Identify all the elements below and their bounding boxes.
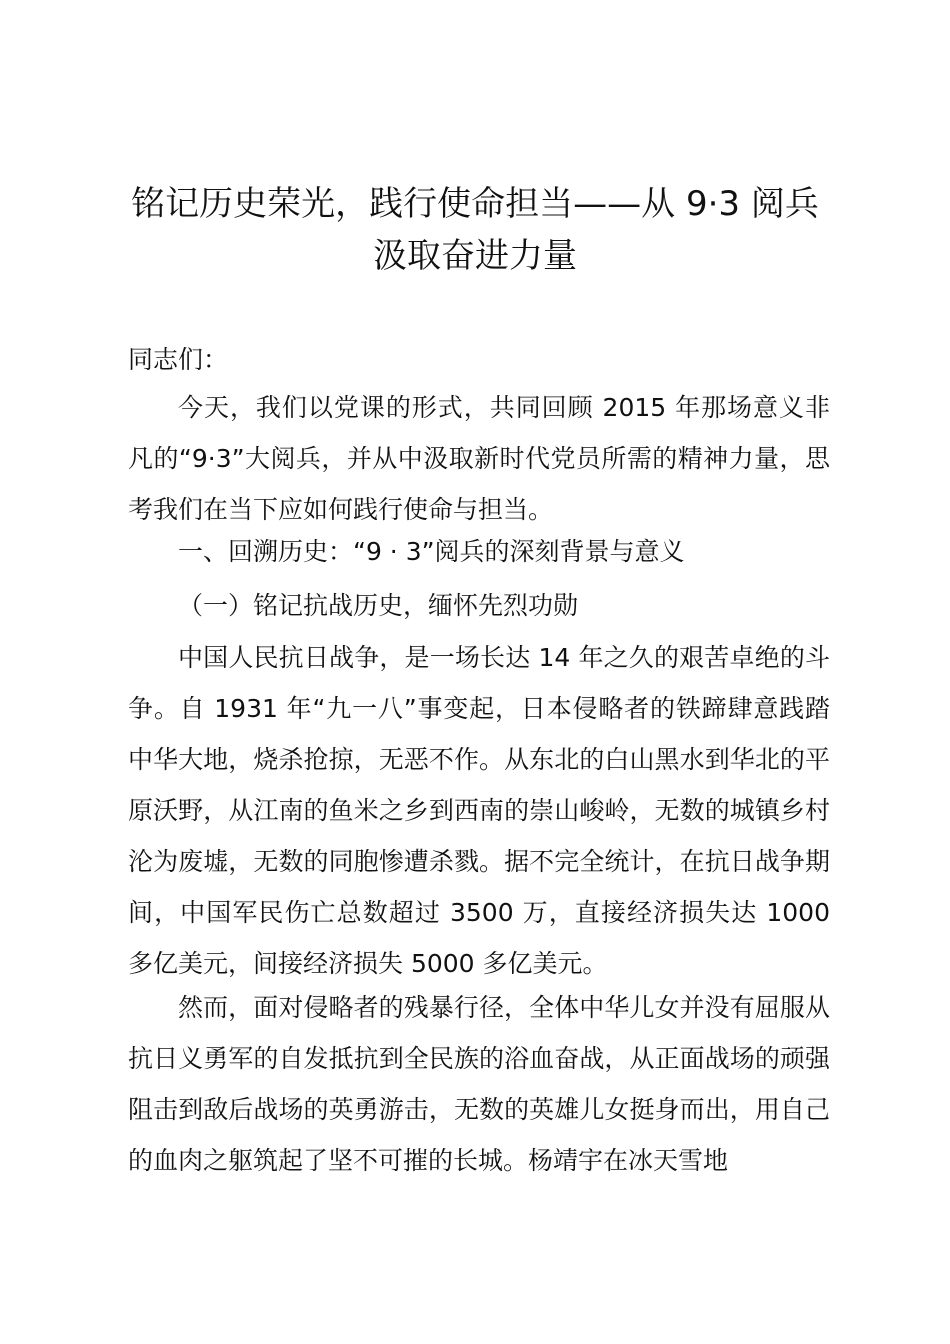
paragraph-intro: 今天，我们以党课的形式，共同回顾 2015 年那场意义非凡的“9·3”大阅兵，并从中汲取新时代党员所需的精神力量，思考我们在当下应如何践行使命与担当。 <box>128 393 830 524</box>
section-heading-1: 一、回溯历史：“9 · 3”阅兵的深刻背景与意义 <box>178 537 685 566</box>
paragraph-war-history: 中国人民抗日战争，是一场长达 14 年之久的艰苦卓绝的斗争。自 1931 年“九一八”事变起，日本侵略者的铁蹄肆意践踏中华大地，烧杀抢掠，无恶不作。从东北的白山黑水到华北的平原沃野，从江南的鱼米之乡到西南的崇山峻岭，无数的城镇乡村沦为废墟，无数的同胞惨遭杀戮。据不完全统计，在抗日战争期间，中国军民伤亡总数超过 3500 万，直接经济损失达 1000 多亿美元，间接经济损失 5000 多亿美元。 <box>128 643 830 978</box>
document-title: 铭记历史荣光，践行使命担当——从 9·3 阅兵汲取奋进力量 <box>131 184 819 276</box>
salutation: 同志们： <box>128 345 229 374</box>
paragraph-resistance: 然而，面对侵略者的残暴行径，全体中华儿女并没有屈服从抗日义勇军的自发抵抗到全民族的浴血奋战，从正面战场的顽强阻击到敌后战场的英勇游击，无数的英雄儿女挺身而出，用自己的血肉之躯筑起了坚不可摧的长城。杨靖宇在冰天雪地 <box>128 993 830 1175</box>
subsection-heading-1: （一）铭记抗战历史，缅怀先烈功勋 <box>178 591 579 620</box>
